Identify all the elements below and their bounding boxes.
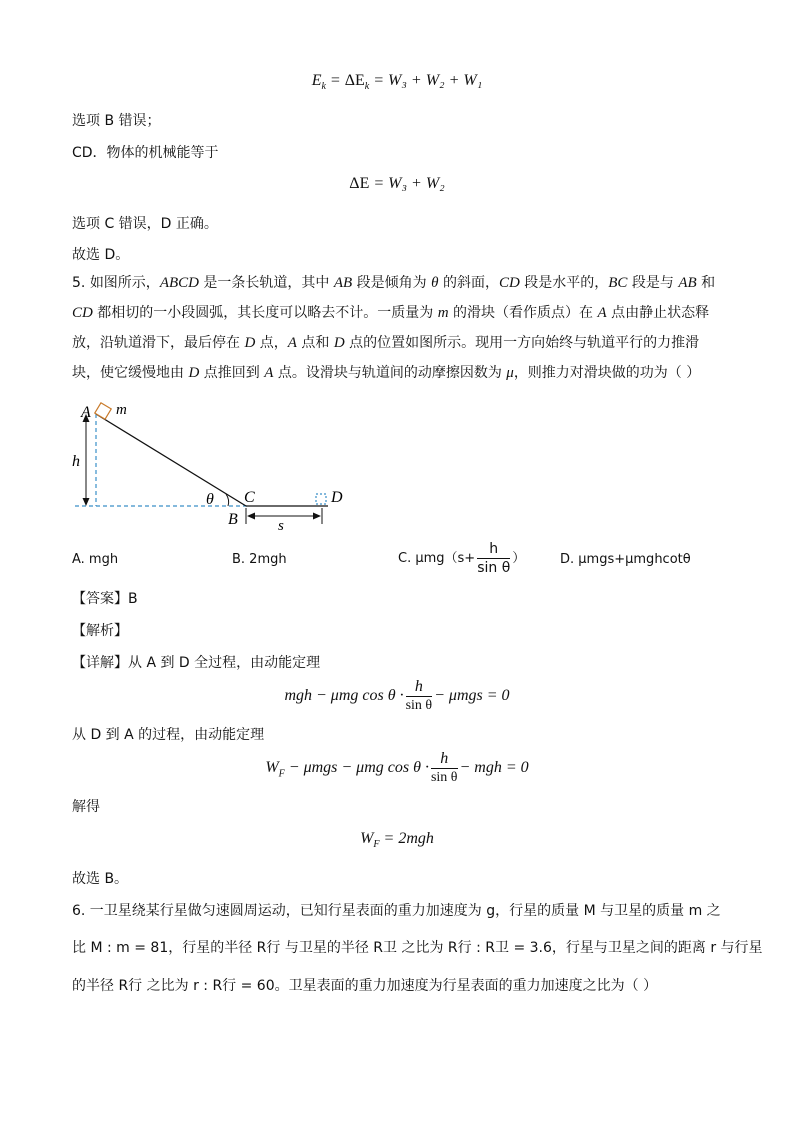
s-arrow-left — [247, 513, 255, 520]
incline-track-figure — [70, 400, 360, 530]
block-at-d — [316, 494, 326, 504]
analysis-label: 【解析】 — [72, 623, 128, 639]
text-option-c-wrong-d-right: 选项 C 错误，D 正确。 — [72, 216, 218, 232]
question-6-line-2: 比 M : m = 81，行星的半径 R行 与卫星的半径 R卫 之比为 R行 : R卫 = 3.6，行星与卫星之间的距离 r 与行星 — [72, 940, 763, 956]
question-6-line-1: 6. 一卫星绕某行星做匀速圆周运动，已知行星表面的重力加速度为 g，行星的质量 M 与卫星的质量 m 之 — [72, 903, 721, 919]
equation-kinetic-energy: $E_k = \Delta E_k = W_3 + W_2 + W_1$ — [311, 72, 483, 93]
label-a: A — [81, 404, 91, 421]
equation-mechanical-energy: ΔE = W₃ + W₂ — [349, 175, 445, 192]
label-c: C — [244, 489, 255, 506]
equation-result: $W_F = 2mgh$ — [360, 830, 434, 851]
text-choose-d: 故选 D。 — [72, 247, 130, 263]
text-solve: 解得 — [72, 799, 100, 815]
equation-d-to-a: $W_F - \mu mgs - \mu mg$ cos θ · $\frac{h}{\text{sin θ}}$ − mgh = 0 — [265, 750, 529, 785]
detail-line: 【详解】从 A 到 D 全过程，由动能定理 — [72, 655, 321, 671]
question-6-line-3: 的半径 R行 之比为 r : R行 = 60。卫星表面的重力加速度为行星表面的重力加速度之比为（ ） — [72, 978, 658, 994]
option-d: D. μmgs+μmghcotθ — [560, 552, 691, 567]
option-b: B. 2mgh — [232, 552, 287, 567]
slider-block — [95, 403, 111, 419]
option-c: C. μmg（s+ $\frac{h}{\text{sin θ}}$ ） — [398, 541, 526, 576]
incline-ab — [96, 414, 246, 506]
label-theta: θ — [206, 491, 214, 508]
text-cd-mechanical-energy: CD．物体的机械能等于 — [72, 145, 219, 161]
s-arrow-right — [313, 513, 321, 520]
label-b: B — [228, 511, 238, 528]
label-s: s — [278, 518, 284, 530]
equation-a-to-d: mgh − μmg cos θ · $\frac{h}{\text{sin θ}}$ − μmgs = 0 — [284, 678, 510, 713]
text-choose-b: 故选 B。 — [72, 871, 129, 887]
label-d: D — [331, 489, 343, 506]
question-5-stem: 5. 如图所示，ABCD 是一条长轨道，其中 AB 段是倾角为 θ 的斜面，CD 段是水平的，BC 段是与 AB 和 CD 都相切的一小段圆弧，其长度可以略去不计。一质量为 m 的滑块（看作质点）在 A 点由静止状态释放，沿轨道滑下，最后停在 D 点，A 点和 D 点的位置如图所示。现用一方向始终与轨道平行的力推滑块，使它缓慢地由 D 点推回到 A 点。设滑块与轨道间的动摩擦因数为 μ，则推力对滑块做的功为（ ） — [72, 275, 716, 381]
answer-label: 【答案】B — [72, 591, 138, 607]
label-m: m — [116, 402, 127, 418]
label-h: h — [72, 453, 80, 470]
option-a: A. mgh — [72, 552, 119, 567]
text-d-to-a: 从 D 到 A 的过程，由动能定理 — [72, 727, 265, 743]
text-option-b-wrong: 选项 B 错误； — [72, 113, 161, 129]
height-arrow-bottom — [83, 498, 90, 506]
